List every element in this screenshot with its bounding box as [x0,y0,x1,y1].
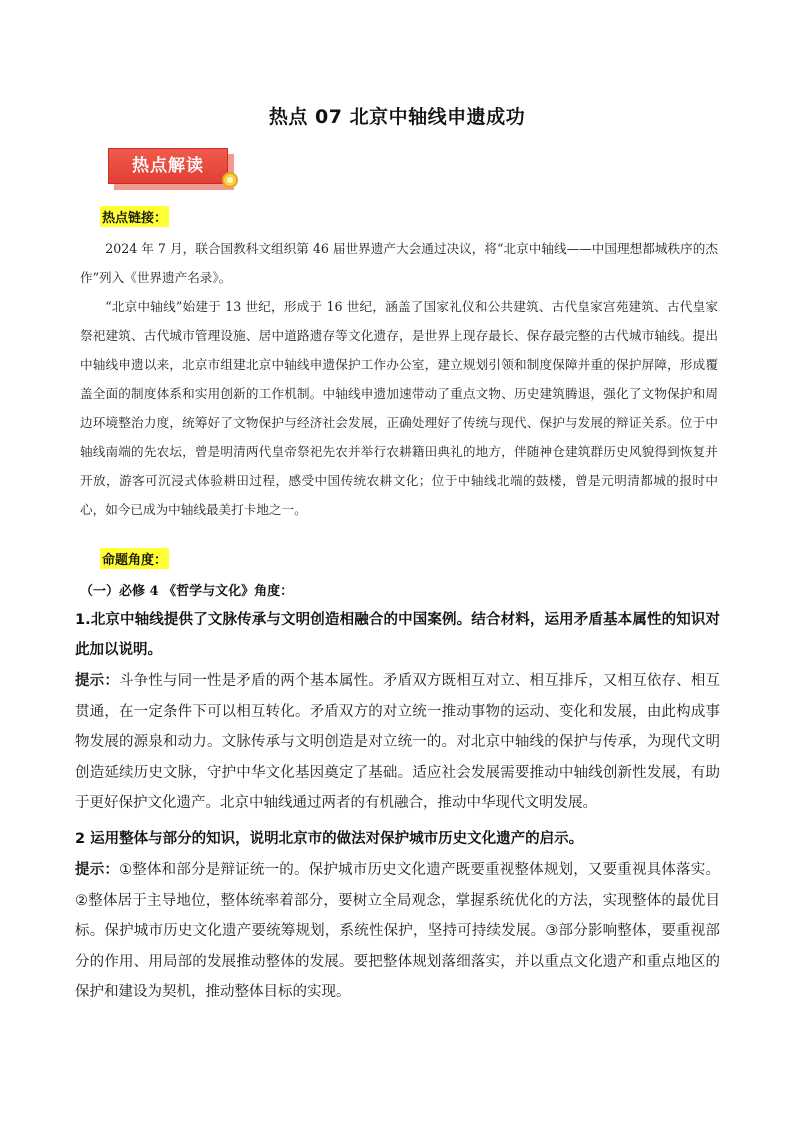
answer-2-label: 提示： [75,862,120,878]
link-label: 热点链接： [100,206,169,227]
answer-1 [75,666,720,819]
badge-label: 热点解读 [108,148,228,184]
page-title: 热点 07 北京中轴线申遗成功 [268,106,526,128]
question-1: 1.北京中轴线提供了文脉传承与文明创造相融合的中国案例。结合材料，运用矛盾基本属性的知识对此加以说明。 [75,612,720,658]
link-paragraph-1: 2024 年 7 月，联合国教科文组织第 46 届世界遗产大会通过决议，将“北京中轴线——中国理想都城秩序的杰作”列入《世界遗产名录》。 [80,241,718,285]
answer-2 [75,855,720,1008]
question-2: 2 运用整体与部分的知识，说明北京市的做法对保护城市历史文化遗产的启示。 [75,831,584,847]
hot-topic-badge [108,148,240,192]
section-heading: （一）必修 4 《哲学与文化》角度： [80,584,294,599]
answer-2-text: ①整体和部分是辩证统一的。保护城市历史文化遗产既要重视整体规划，又要重视具体落实。②整体居于主导地位，整体统率着部分，要树立全局观念，掌握系统优化的方法，实现整体的最优目标。保护城市历史文化遗产要统筹规划，系统性保护，坚持可持续发展。③部分影响整体，要重视部分的作用、用局部的发展推动整体的发展。要把整体规划落细落实，并以重点文化遗产和重点地区的保护和建设为契机，推动整体目标的实现。 [75,862,720,1000]
angle-label: 命题角度： [100,548,169,569]
answer-1-text: 斗争性与同一性是矛盾的两个基本属性。矛盾双方既相互对立、相互排斥，又相互依存、相互贯通，在一定条件下可以相互转化。矛盾双方的对立统一推动事物的运动、变化和发展，由此构成事物发展的源泉和动力。文脉传承与文明创造是对立统一的。对北京中轴线的保护与传承，为现代文明创造延续历史文脉，守护中华文化基因奠定了基础。适应社会发展需要推动中轴线创新性发展，有助于更好保护文化遗产。北京中轴线通过两者的有机融合，推动中华现代文明发展。 [75,673,721,811]
answer-1-label: 提示： [75,673,119,689]
badge-ring-icon [222,172,238,188]
link-paragraph-2: “北京中轴线”始建于 13 世纪，形成于 16 世纪，涵盖了国家礼仪和公共建筑、古代皇家宫苑建筑、古代皇家祭祀建筑、古代城市管理设施、居中道路遗存等文化遗存，是世界上现存最长、保存最完整的古代城市轴线。提出中轴线申遗以来，北京市组建北京中轴线申遗保护工作办公室，建立规划引领和制度保障并重的保护屏障，形成覆盖全面的制度体系和实用创新的工作机制。中轴线申遗加速带动了重点文物、历史建筑腾退，强化了文物保护和周边环境整治力度，统筹好了文物保护与经济社会发展，正确处理好了传统与现代、保护与发展的辩证关系。位于中轴线南端的先农坛，曾是明清两代皇帝祭祀先农并举行农耕籍田典礼的地方，伴随神仓建筑群历史风貌得到恢复并开放，游客可沉浸式体验耕田过程，感受中国传统农耕文化；位于中轴线北端的鼓楼，曾是元明清都城的报时中心，如今已成为中轴线最美打卡地之一。 [80,299,718,517]
